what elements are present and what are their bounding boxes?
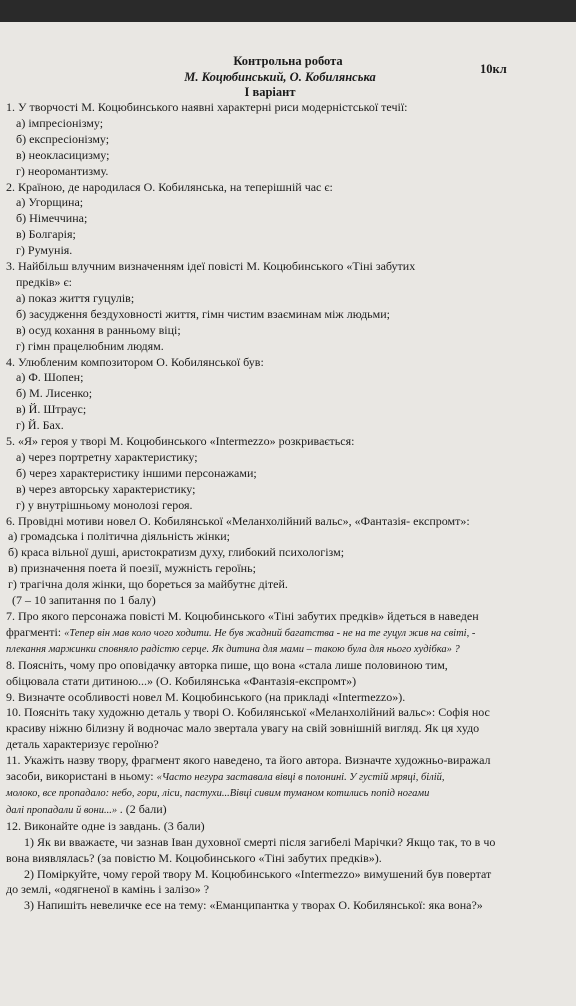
q3-option-b: б) засудження бездуховності життя, гімн чистим взаєминам між людьми; (16, 306, 390, 321)
q5-option-b: б) через характеристику іншими персонажами; (16, 465, 257, 480)
q11-means-label: засоби, використані в ньому: (6, 769, 157, 784)
question-5: 5. «Я» героя у творі М. Коцюбинського «Intermezzo» розкривається: (6, 434, 355, 449)
task-2-line-1: 2) Поміркуйте, чому герой твору М. Коцюбинського «Intermezzo» вимушений був повертат (24, 866, 492, 881)
q2-option-a: а) Угорщина; (16, 195, 84, 210)
question-3-line-2: предків» є: (16, 274, 73, 289)
question-8-line-1: 8. Поясніть, чому про оповідачку авторка пише, що вона «стала лише половиною тим, (6, 657, 448, 672)
q2-option-b: б) Німеччина; (16, 211, 88, 226)
q4-option-d: г) Й. Бах. (16, 418, 64, 433)
q11-quote-start: «Часто негура заставала вівці в полонині. У густій мряці, білій, (156, 772, 445, 784)
test-sheet (0, 22, 576, 1006)
question-3-line-1: 3. Найбільш влучним визначенням ідеї повісті М. Коцюбинського «Тіні забутих (6, 259, 416, 274)
question-12: 12. Виконайте одне із завдань. (3 бали) (6, 818, 205, 833)
q3-option-c: в) осуд кохання в ранньому віці; (16, 322, 181, 337)
q1-option-d: г) неоромантизму. (16, 163, 109, 178)
q4-option-c: в) Й. Штраус; (16, 402, 87, 417)
question-7-line-2 (6, 625, 576, 642)
q4-option-a: а) Ф. Шопен; (16, 370, 84, 385)
question-2: 2. Країною, де народилася О. Кобилянська, на теперішній час є: (6, 179, 333, 194)
task-3-line-1: 3) Напишіть невеличке есе на тему: «Еманципантка у творах О. Кобилянської: яка вона?» (24, 898, 483, 913)
question-4: 4. Улюбленим композитором О. Кобилянської був: (6, 354, 264, 369)
q1-option-c: в) неокласицизму; (16, 147, 110, 162)
q6-option-d: г) трагічна доля жінки, що бореться за майбутнє дітей. (8, 577, 288, 592)
q5-option-d: г) у внутрішньому монолозі героя. (16, 497, 193, 512)
grade-label: 10кл (480, 62, 507, 76)
q6-option-c: в) призначення поета й поезії, мужність героїнь; (8, 561, 256, 576)
task-2-line-2: до землі, «одягненої в камінь і залізо» ? (6, 882, 210, 897)
question-10-line-2: красиву ніжню білизну й водночас мало звертала увагу на свій зовнішній вигляд. Як ця худо (6, 721, 480, 736)
question-6: 6. Провідні мотиви новел О. Кобилянської «Меланхолійний вальс», «Фантазія- експромт»: (6, 513, 470, 528)
question-11-line-3: молоко, все пропадало: небо, гори, ліси, пастухи...Вівці сивим туманом котились попід ногами (6, 787, 430, 799)
questions-body (6, 100, 576, 914)
q5-option-c: в) через авторську характеристику; (16, 481, 196, 496)
question-9: 9. Визначте особливості новел М. Коцюбинського (на прикладі «Intermezzo»). (6, 689, 406, 704)
q7-quote: «Тепер він мав коло чого ходити. Не був жадний багатства - не на те гуцул жив на світі, - (64, 627, 476, 639)
q3-option-a: а) показ життя гуцулів; (16, 290, 135, 305)
task-1-line-2: вона виявлялась? (за повістю М. Коцюбинського «Тіні забутих предків»). (6, 850, 382, 865)
q5-option-a: а) через портретну характеристику; (16, 449, 198, 464)
q1-option-a: а) імпресіонізму; (16, 115, 104, 130)
q11-quote-end: далі пропадали й вони...» (6, 804, 120, 816)
q7-fragment-label: фрагменті: (6, 624, 65, 639)
task-1-line-1: 1) Як ви вважаєте, чи зазнав Іван духовної смерті після загибелі Марічки? Якщо так, то в чо (24, 834, 496, 849)
section-note: (7 – 10 запитання по 1 балу) (12, 593, 156, 608)
q4-option-b: б) М. Лисенко; (16, 386, 93, 401)
question-10-line-1: 10. Поясніть таку художню деталь у творі О. Кобилянської «Меланхолійний вальс»: Софія нос (6, 705, 490, 720)
question-11-line-2 (6, 769, 576, 786)
authors-subtitle: М. Коцюбинський, О. Кобилянська (184, 70, 376, 84)
question-7-line-3: плекання маржинки сповняло радістю серце. Як дитина для мами – такою була для нього худібка» ? (6, 643, 460, 655)
q6-option-a: а) громадська і політична діяльність жінки; (8, 529, 230, 544)
page-title: Контрольна робота (233, 54, 343, 68)
q2-option-d: г) Румунія. (16, 243, 73, 258)
question-10-line-3: деталь характеризує героїню? (6, 737, 159, 752)
q11-points: . (2 бали) (119, 801, 167, 816)
q2-option-c: в) Болгарія; (16, 227, 76, 242)
question-7-line-1: 7. Про якого персонажа повісті М. Коцюбинського «Тіні забутих предків» йдеться в наведен (6, 609, 479, 623)
q1-option-b: б) експресіонізму; (16, 131, 110, 146)
question-11-line-4 (6, 802, 576, 819)
question-11-line-1: 11. Укажіть назву твору, фрагмент якого наведено, та його автора. Визначте художньо-виражал (6, 753, 491, 768)
variant-label: І варіант (244, 85, 296, 99)
q6-option-b: б) краса вільної душі, аристократизм духу, глибокий психологізм; (8, 545, 345, 560)
question-8-line-2: обіцювала стати дитиною...» (О. Кобилянська «Фантазія-експромт») (6, 673, 357, 688)
q3-option-d: г) гімн працелюбним людям. (16, 338, 164, 353)
question-1: 1. У творчості М. Коцюбинського наявні характерні риси модерністської течії: (6, 100, 408, 114)
